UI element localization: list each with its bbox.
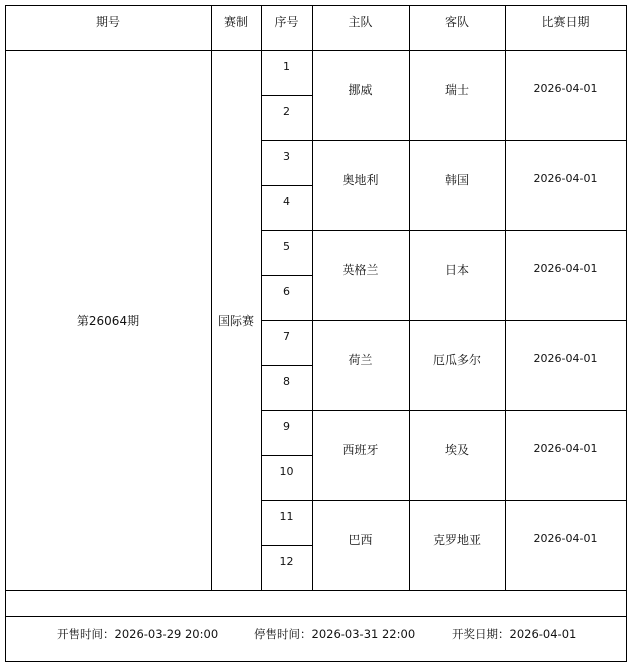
close-time [254, 626, 415, 642]
open-time [57, 626, 218, 642]
header-home: 主队 [348, 15, 373, 29]
header-period: 期号 [95, 15, 120, 29]
seq-number: 11 [279, 510, 294, 523]
match-date: 2026-04-01 [533, 352, 598, 365]
home-team: 西班牙 [342, 443, 379, 457]
header-away: 客队 [444, 15, 469, 29]
close-time-label: 停售时间： [254, 627, 312, 641]
home-team: 挪威 [348, 83, 373, 97]
match-date: 2026-04-01 [533, 82, 598, 95]
match-date: 2026-04-01 [533, 262, 598, 275]
seq-number: 9 [283, 420, 290, 433]
open-time-label: 开售时间： [57, 627, 115, 641]
header-seq: 序号 [274, 15, 299, 29]
seq-number: 8 [283, 375, 290, 388]
away-team: 瑞士 [444, 83, 469, 97]
home-team: 荷兰 [348, 353, 373, 367]
draw-date-value: 2026-04-01 [509, 627, 577, 641]
seq-number: 10 [279, 465, 294, 478]
open-time-value: 2026-03-29 20:00 [114, 627, 219, 641]
home-team: 奥地利 [342, 173, 379, 187]
seq-number: 7 [283, 330, 290, 343]
away-team: 日本 [444, 263, 469, 277]
away-team: 厄瓜多尔 [432, 353, 481, 367]
seq-number: 4 [283, 195, 290, 208]
match-date: 2026-04-01 [533, 442, 598, 455]
header-date: 比赛日期 [541, 15, 590, 29]
away-team: 克罗地亚 [432, 533, 481, 547]
seq-number: 3 [283, 150, 290, 163]
draw-date-label: 开奖日期： [452, 627, 510, 641]
home-team: 英格兰 [342, 263, 379, 277]
match-date: 2026-04-01 [533, 532, 598, 545]
header-format: 赛制 [223, 15, 248, 29]
match-date: 2026-04-01 [533, 172, 598, 185]
seq-number: 12 [279, 555, 294, 568]
away-team: 埃及 [444, 443, 469, 457]
format-cell: 国际赛 [217, 313, 254, 328]
away-team: 韩国 [444, 173, 469, 187]
seq-number: 2 [283, 105, 290, 118]
close-time-value: 2026-03-31 22:00 [311, 627, 416, 641]
period-cell: 第26064期 [76, 313, 140, 328]
draw-date [452, 626, 576, 642]
seq-number: 1 [283, 60, 290, 73]
seq-number: 5 [283, 240, 290, 253]
home-team: 巴西 [348, 533, 373, 547]
seq-number: 6 [283, 285, 290, 298]
